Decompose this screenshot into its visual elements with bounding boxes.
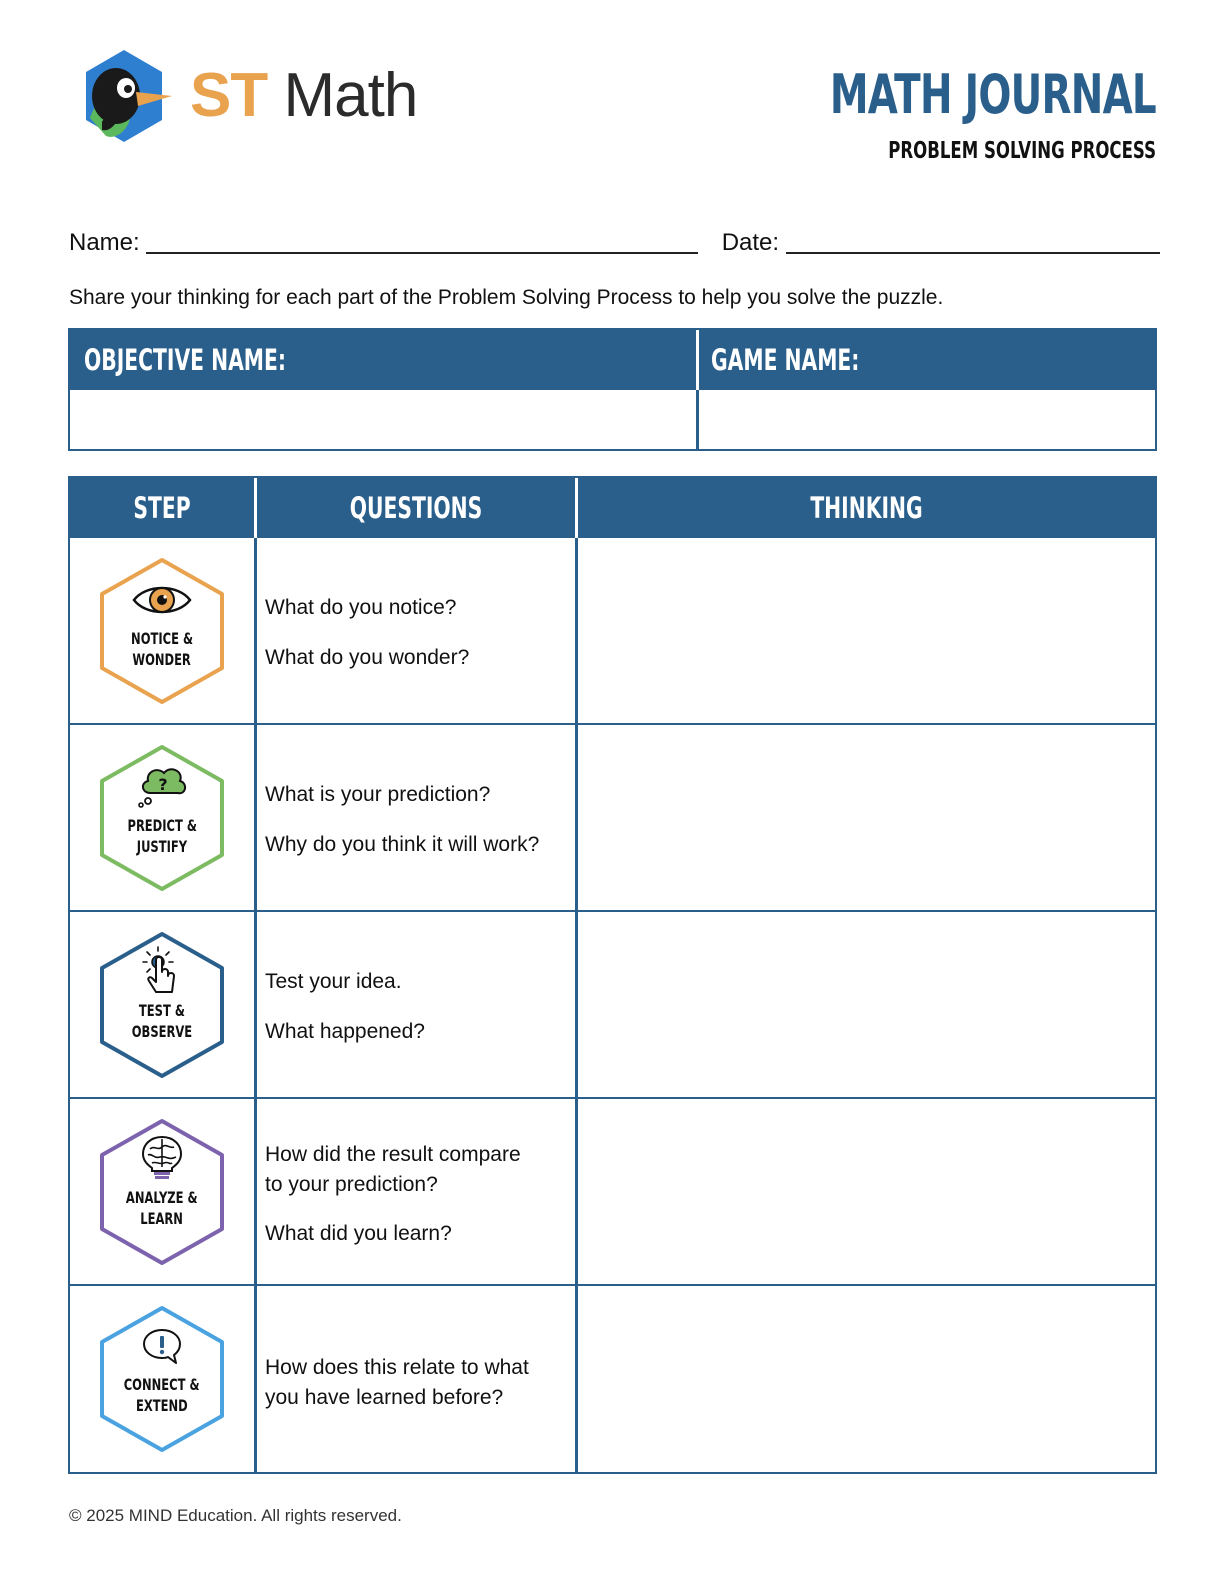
question-text: What do you wonder?: [265, 646, 470, 669]
thinking-cell[interactable]: [578, 540, 1155, 723]
game-name-input[interactable]: [699, 390, 1155, 449]
logo-st-text: ST: [190, 61, 268, 130]
copyright-footer: © 2025 MIND Education. All rights reserved.: [69, 1506, 402, 1525]
thinking-cell[interactable]: [578, 727, 1155, 910]
logo-math-text: Math: [283, 61, 418, 130]
step-label-line2: EXTEND: [136, 1396, 188, 1415]
objective-header-divider: [696, 330, 699, 390]
table-row: [70, 1286, 1155, 1473]
date-label: Date:: [721, 229, 780, 256]
process-table: [68, 476, 1157, 1474]
step-label-line2: WONDER: [132, 650, 192, 669]
name-field[interactable]: [146, 228, 698, 254]
question-text: What is your prediction?: [265, 783, 491, 806]
svg-text:?: ?: [158, 775, 168, 794]
question-text: How does this relate to what: [265, 1356, 529, 1379]
thinking-cell[interactable]: [578, 1288, 1155, 1471]
step-label-line2: OBSERVE: [131, 1022, 193, 1041]
step-label-line1: CONNECT &: [124, 1375, 200, 1394]
date-field[interactable]: [786, 228, 1160, 254]
eye-icon: [132, 582, 192, 618]
step-label-line2: JUSTIFY: [136, 837, 188, 856]
question-text: What happened?: [265, 1020, 425, 1043]
instruction-text: Share your thinking for each part of the Problem Solving Process to help you solve the puzzle.: [69, 286, 944, 309]
objective-game-table: [68, 328, 1157, 451]
question-text: to your prediction?: [265, 1173, 438, 1196]
table-row: [70, 1099, 1155, 1286]
test-observe-badge: [96, 930, 228, 1080]
thinking-cell[interactable]: [578, 914, 1155, 1097]
col-header-thinking: THINKING: [810, 491, 923, 525]
col-header-step: STEP: [133, 491, 191, 525]
speech-bubble-icon: [142, 1328, 182, 1366]
table-row: [70, 538, 1155, 725]
question-text: What did you learn?: [265, 1222, 452, 1245]
notice-wonder-badge: [96, 556, 228, 706]
analyze-learn-badge: [96, 1117, 228, 1267]
title-block: [703, 62, 1156, 166]
question-text: you have learned before?: [265, 1386, 504, 1409]
page-title: MATH JOURNAL: [829, 63, 1156, 126]
objective-table-header: [70, 330, 1155, 390]
name-label: Name:: [69, 229, 140, 256]
col-header-questions: QUESTIONS: [349, 491, 483, 525]
step-label-line1: NOTICE &: [131, 629, 193, 648]
header-divider: [254, 478, 257, 538]
question-text: Why do you think it will work?: [265, 833, 540, 856]
lightbulb-brain-icon: [140, 1135, 184, 1181]
page-subtitle: PROBLEM SOLVING PROCESS: [888, 138, 1156, 164]
thought-cloud-icon: [136, 763, 190, 809]
objective-name-input[interactable]: [70, 390, 696, 449]
connect-extend-badge: [96, 1304, 228, 1454]
predict-justify-badge: [96, 743, 228, 893]
thinking-cell[interactable]: [578, 1101, 1155, 1284]
step-label-line1: ANALYZE &: [126, 1188, 198, 1207]
question-text: Test your idea.: [265, 970, 402, 993]
table-row: [70, 725, 1155, 912]
question-text: How did the result compare: [265, 1143, 521, 1166]
process-table-header: [70, 478, 1155, 538]
st-math-logo: [76, 48, 436, 144]
pointer-click-icon: [142, 946, 182, 994]
name-date-row: [69, 228, 1160, 257]
header-divider: [575, 478, 578, 538]
penguin-logo-icon: [76, 48, 172, 144]
game-name-label: GAME NAME:: [711, 343, 860, 377]
step-label-line2: LEARN: [140, 1209, 184, 1228]
question-text: What do you notice?: [265, 596, 457, 619]
objective-name-label: OBJECTIVE NAME:: [84, 343, 286, 377]
table-row: [70, 912, 1155, 1099]
step-label-line1: TEST &: [139, 1001, 185, 1020]
step-label-line1: PREDICT &: [127, 816, 197, 835]
